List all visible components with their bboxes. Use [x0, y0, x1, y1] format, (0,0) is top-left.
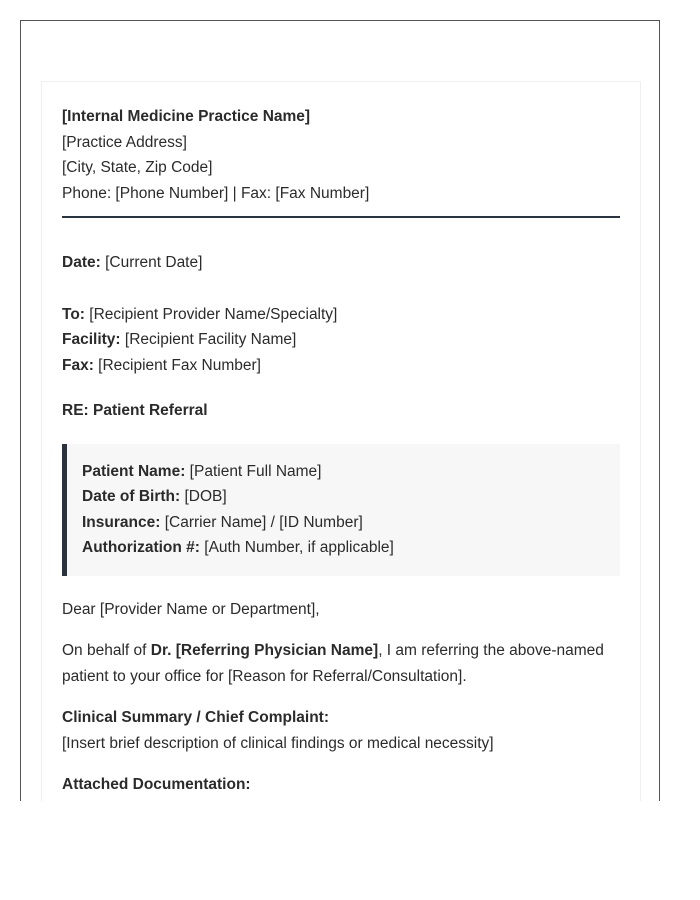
date-line — [62, 250, 620, 276]
attached-documentation-label: Attached Documentation: — [62, 776, 251, 793]
practice-address: [Practice Address] — [62, 133, 187, 151]
subject-line: RE: Patient Referral — [62, 402, 208, 419]
date-value: [Current Date] — [100, 254, 203, 271]
fax-value: [Recipient Fax Number] — [93, 356, 261, 374]
patient-dob-value: [DOB] — [180, 488, 227, 505]
to-label: To: — [62, 305, 85, 323]
practice-contact: Phone: [Phone Number] | Fax: [Fax Number] — [62, 184, 370, 202]
practice-city-state-zip: [City, State, Zip Code] — [62, 159, 213, 176]
patient-insurance-label: Insurance: — [82, 513, 161, 531]
patient-name-label: Patient Name: — [82, 462, 186, 480]
clinical-summary-text: [Insert brief description of clinical findings or medical necessity] — [62, 734, 494, 752]
patient-insurance-value: [Carrier Name] / [ID Number] — [160, 513, 363, 531]
intro-prefix: On behalf of — [62, 642, 151, 659]
patient-dob — [82, 484, 605, 510]
intro-suffix: , I am referring the above-named patient to your office for [Reason for Referral/Consultation]. — [62, 642, 604, 685]
intro-paragraph — [62, 638, 620, 690]
facility-label: Facility: — [62, 331, 121, 348]
recipient-fax — [62, 353, 620, 379]
document-frame — [20, 20, 660, 801]
referring-physician: Dr. [Referring Physician Name] — [150, 642, 379, 659]
facility-value: [Recipient Facility Name] — [120, 331, 297, 348]
patient-name-value: [Patient Full Name] — [185, 462, 322, 480]
patient-authorization — [82, 535, 605, 561]
fax-label: Fax: — [62, 356, 94, 374]
patient-name — [82, 459, 605, 485]
clinical-summary-label: Clinical Summary / Chief Complaint: — [62, 709, 329, 726]
patient-dob-label: Date of Birth: — [82, 488, 181, 505]
patient-auth-label: Authorization #: — [82, 539, 200, 556]
practice-name: [Internal Medicine Practice Name] — [62, 108, 311, 125]
recipient-facility — [62, 327, 620, 353]
letterhead — [62, 104, 620, 218]
patient-auth-value: [Auth Number, if applicable] — [199, 539, 394, 556]
to-value: [Recipient Provider Name/Specialty] — [84, 305, 338, 323]
patient-info-box — [62, 444, 620, 576]
date-label: Date: — [62, 254, 101, 271]
salutation: Dear [Provider Name or Department], — [62, 600, 320, 618]
recipient-to — [62, 302, 620, 328]
patient-insurance — [82, 510, 605, 536]
referral-letter — [41, 81, 641, 801]
